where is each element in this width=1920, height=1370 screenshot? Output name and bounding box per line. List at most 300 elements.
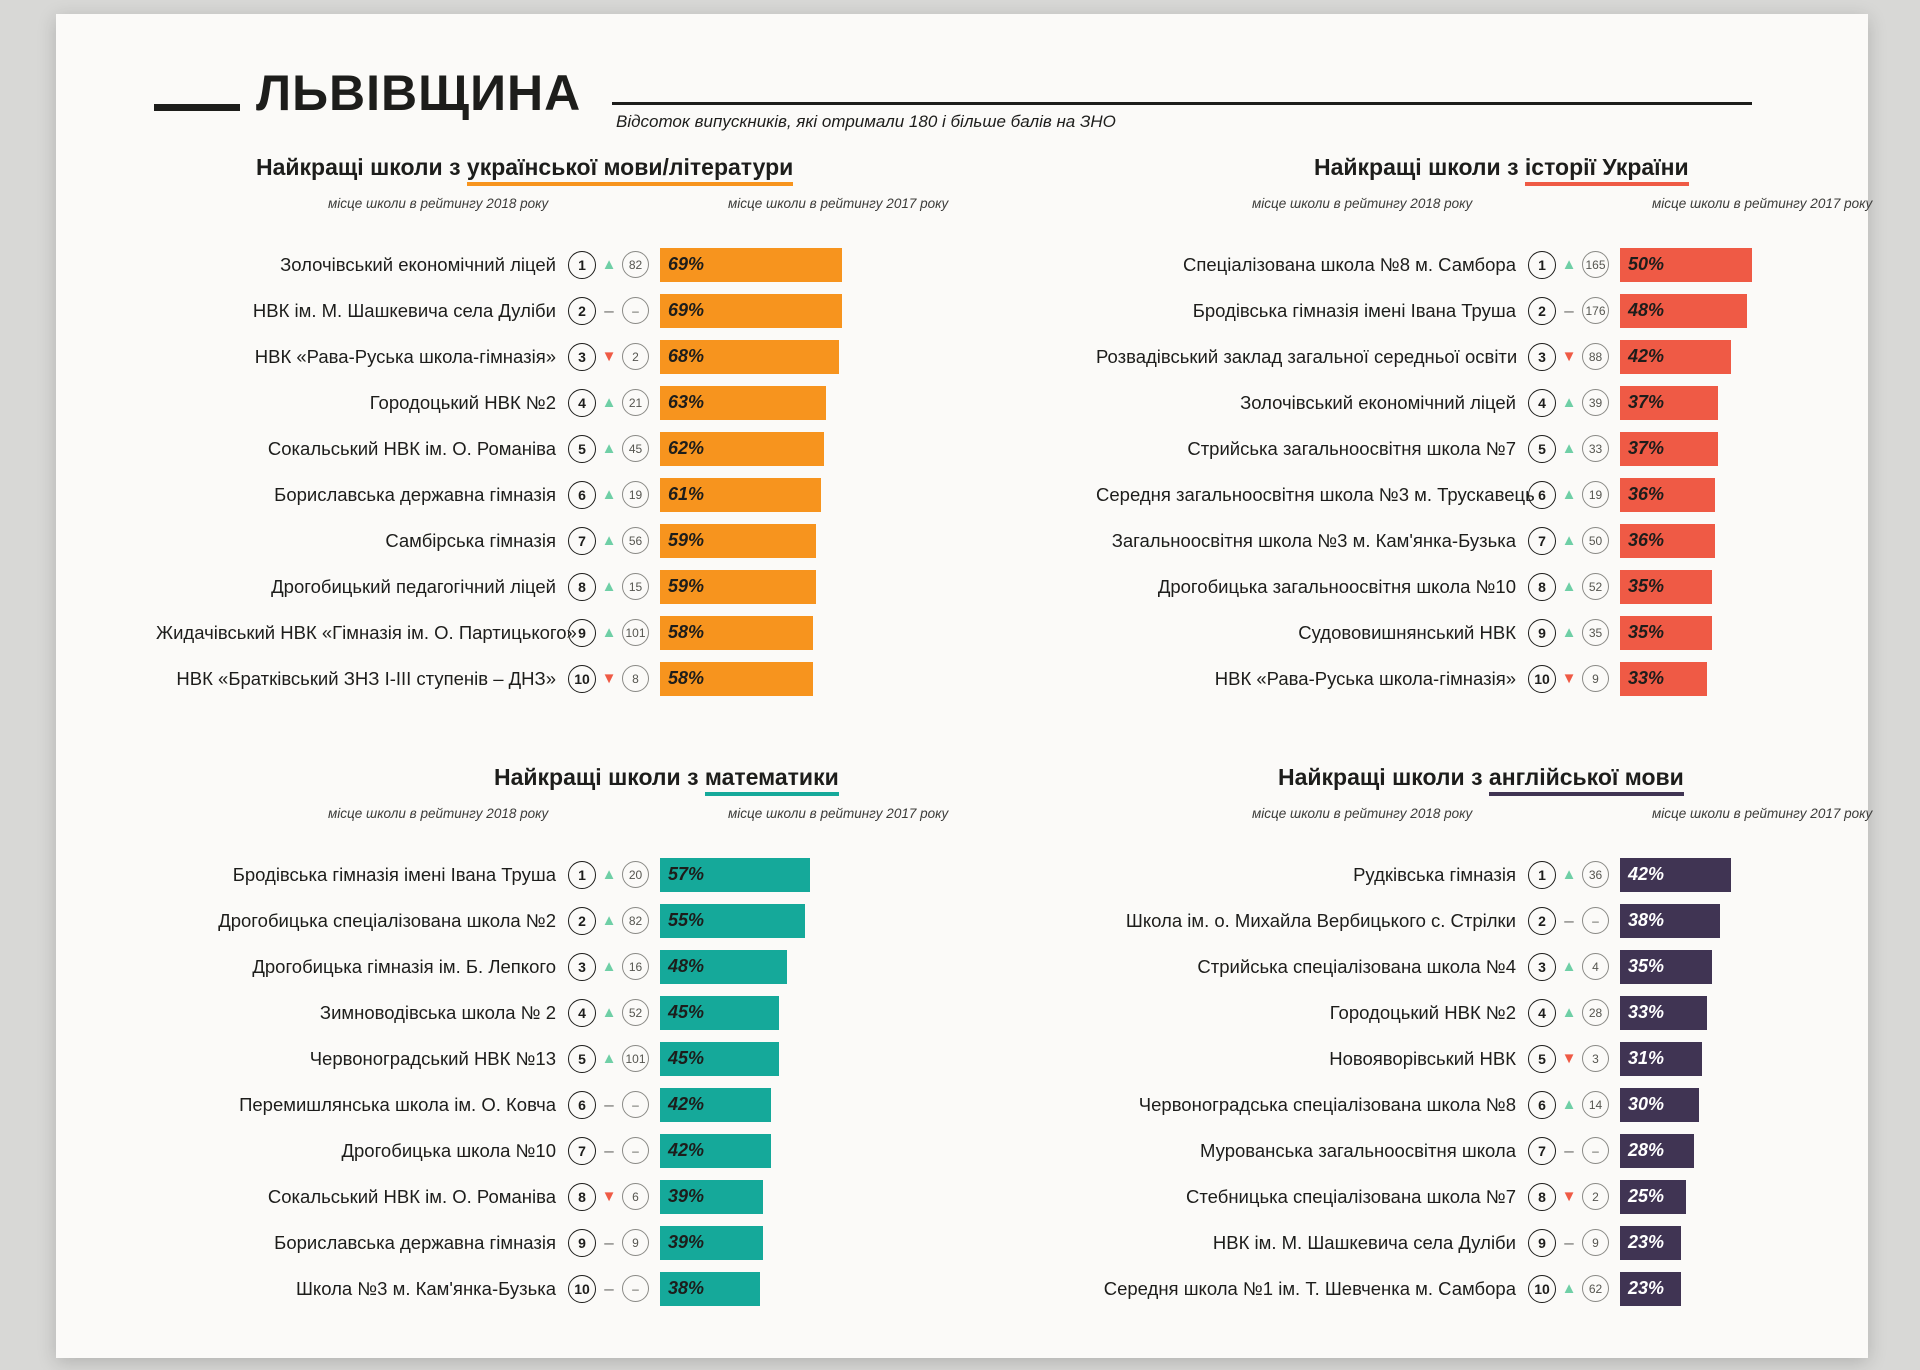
ranking-row <box>1096 614 1920 651</box>
rank-2018-badge: 6 <box>1528 481 1556 509</box>
bar-container <box>1620 1134 1694 1168</box>
trend-down-icon: ▼ <box>1561 348 1577 365</box>
rank-2017-badge: 35 <box>1582 619 1609 646</box>
ranking-row <box>156 1086 1236 1123</box>
rank-2018-badge: 10 <box>1528 1275 1556 1303</box>
bar: 63% <box>660 386 826 420</box>
rank-2018-badge: 7 <box>1528 1137 1556 1165</box>
rank-2018-badge: 3 <box>1528 953 1556 981</box>
school-name: НВК ім. М. Шашкевича села Дуліби <box>1212 1231 1516 1253</box>
rank-2017-badge: 14 <box>1582 1091 1609 1118</box>
bar-container <box>660 1272 760 1306</box>
rank-2018-badge: 2 <box>1528 297 1556 325</box>
ranking-row <box>1096 1086 1920 1123</box>
school-name: Дрогобицька загальноосвітня школа №10 <box>1157 575 1516 597</box>
rank-2017-badge: – <box>622 297 649 324</box>
bar: 33% <box>1620 996 1707 1030</box>
ranking-row <box>1096 292 1920 329</box>
ranking-row <box>156 338 1236 375</box>
rank-2017-badge: 50 <box>1582 527 1609 554</box>
panel-title <box>1314 154 1689 186</box>
bar: 38% <box>660 1272 760 1306</box>
rank-2017-badge: 9 <box>1582 1229 1609 1256</box>
school-name: Дрогобицька гімназія ім. Б. Лепкого <box>252 955 556 977</box>
rank-2018-badge: 8 <box>1528 573 1556 601</box>
rank-2017-badge: 3 <box>1582 1045 1609 1072</box>
ranking-row <box>156 1040 1236 1077</box>
rank-2017-badge: 2 <box>622 343 649 370</box>
header-rule <box>154 104 240 111</box>
rank-2018-badge: 1 <box>568 251 596 279</box>
trend-up-icon: ▲ <box>1561 256 1577 273</box>
rank-2017-badge: 52 <box>1582 573 1609 600</box>
trend-up-icon: ▲ <box>601 1004 617 1021</box>
ranking-row <box>156 948 1236 985</box>
bar-container <box>1620 248 1752 282</box>
school-name: Школа ім. о. Михайла Вербицького с. Стрілки <box>1125 909 1516 931</box>
trend-up-icon: ▲ <box>1561 624 1577 641</box>
trend-up-icon: ▲ <box>1561 866 1577 883</box>
rank-2018-badge: 10 <box>568 1275 596 1303</box>
school-name: Червоноградська спеціалізована школа №8 <box>1138 1093 1516 1115</box>
ranking-row <box>156 522 1236 559</box>
bar-container <box>1620 340 1731 374</box>
school-name: Загальноосвітня школа №3 м. Кам'янка-Бузька <box>1111 529 1516 551</box>
ranking-row <box>1096 1270 1920 1307</box>
school-name: Мурованська загальноосвітня школа <box>1200 1139 1516 1161</box>
note-rank-2017: місце школи в рейтингу 2017 року <box>1652 196 1873 211</box>
school-name: Дрогобицький педагогічний ліцей <box>271 575 556 597</box>
bar-container <box>660 858 810 892</box>
bar: 35% <box>1620 950 1712 984</box>
school-name: Червоноградський НВК №13 <box>309 1047 556 1069</box>
ranking-row <box>1096 246 1920 283</box>
bar: 62% <box>660 432 824 466</box>
panel-title <box>494 764 839 796</box>
school-name: Стебницька спеціалізована школа №7 <box>1186 1185 1516 1207</box>
school-name: Дрогобицька спеціалізована школа №2 <box>218 909 556 931</box>
ranking-list <box>1096 246 1920 706</box>
trend-up-icon: ▲ <box>1561 440 1577 457</box>
school-name: Бродівська гімназія імені Івана Труша <box>232 863 556 885</box>
bar: 23% <box>1620 1272 1681 1306</box>
bar-container <box>660 1226 763 1260</box>
rank-2017-badge: 19 <box>1582 481 1609 508</box>
rank-2018-badge: 1 <box>1528 861 1556 889</box>
bar: 68% <box>660 340 839 374</box>
rank-2017-badge: 165 <box>1582 251 1609 278</box>
bar: 58% <box>660 662 813 696</box>
rank-2018-badge: 3 <box>568 953 596 981</box>
rank-2017-badge: 9 <box>622 1229 649 1256</box>
bar: 59% <box>660 570 816 604</box>
bar: 36% <box>1620 524 1715 558</box>
trend-same-icon: – <box>1564 911 1574 930</box>
trend-down-icon: ▼ <box>1561 670 1577 687</box>
ranking-row <box>156 1224 1236 1261</box>
rank-2017-badge: 21 <box>622 389 649 416</box>
bar: 30% <box>1620 1088 1699 1122</box>
trend-same-icon: – <box>1564 301 1574 320</box>
bar: 69% <box>660 248 842 282</box>
bar-container <box>1620 1088 1699 1122</box>
trend-up-icon: ▲ <box>601 394 617 411</box>
school-name: Новояворівський НВК <box>1329 1047 1516 1069</box>
school-name: Судововишнянський НВК <box>1298 621 1516 643</box>
page-subtitle: Відсоток випускників, які отримали 180 і більше балів на ЗНО <box>616 112 1116 131</box>
header <box>56 40 1868 130</box>
rank-2018-badge: 8 <box>568 1183 596 1211</box>
trend-same-icon: – <box>604 1233 614 1252</box>
rank-2017-badge: 82 <box>622 251 649 278</box>
rank-2018-badge: 6 <box>1528 1091 1556 1119</box>
rank-2018-badge: 4 <box>1528 389 1556 417</box>
bar: 57% <box>660 858 810 892</box>
bar: 33% <box>1620 662 1707 696</box>
bar: 50% <box>1620 248 1752 282</box>
rank-2017-badge: 52 <box>622 999 649 1026</box>
trend-same-icon: – <box>604 301 614 320</box>
bar-container <box>660 1180 763 1214</box>
infographic-sheet <box>56 14 1873 1358</box>
rank-2018-badge: 5 <box>568 435 596 463</box>
trend-up-icon: ▲ <box>1561 1096 1577 1113</box>
bar-container <box>660 662 813 696</box>
panel-title-text: Найкращі школи з <box>1278 764 1489 790</box>
bar: 48% <box>660 950 787 984</box>
trend-up-icon: ▲ <box>601 1050 617 1067</box>
rank-2017-badge: 19 <box>622 481 649 508</box>
school-name: Перемишлянська школа ім. О. Ковча <box>239 1093 556 1115</box>
school-name: Самбірська гімназія <box>385 529 556 551</box>
trend-up-icon: ▲ <box>1561 394 1577 411</box>
bar-container <box>660 950 787 984</box>
rank-2018-badge: 5 <box>568 1045 596 1073</box>
bar: 42% <box>1620 858 1731 892</box>
school-name: Бродівська гімназія імені Івана Труша <box>1192 299 1516 321</box>
trend-up-icon: ▲ <box>1561 486 1577 503</box>
trend-up-icon: ▲ <box>601 256 617 273</box>
trend-up-icon: ▲ <box>601 440 617 457</box>
school-name: Стрийська спеціалізована школа №4 <box>1197 955 1516 977</box>
ranking-row <box>156 902 1236 939</box>
ranking-row <box>1096 1132 1920 1169</box>
bar-container <box>660 616 813 650</box>
bar-container <box>1620 616 1712 650</box>
school-name: Городоцький НВК №2 <box>1329 1001 1516 1023</box>
bar-container <box>660 432 824 466</box>
rank-2018-badge: 10 <box>1528 665 1556 693</box>
school-name: Жидачівський НВК «Гімназія ім. О. Партицького» <box>156 621 577 643</box>
school-name: Середня школа №1 ім. Т. Шевченка м. Самбора <box>1103 1277 1516 1299</box>
note-rank-2018: місце школи в рейтингу 2018 року <box>1252 196 1473 211</box>
panel-title-text: Найкращі школи з <box>256 154 467 180</box>
rank-2018-badge: 2 <box>568 907 596 935</box>
rank-2017-badge: 101 <box>622 619 649 646</box>
school-name: Сокальський НВК ім. О. Романіва <box>267 1185 556 1207</box>
school-name: Спеціалізована школа №8 м. Самбора <box>1182 253 1516 275</box>
rank-2017-badge: 33 <box>1582 435 1609 462</box>
bar-container <box>1620 950 1712 984</box>
bar-container <box>660 294 842 328</box>
bar-container <box>1620 1272 1681 1306</box>
ranking-row <box>1096 856 1920 893</box>
bar: 42% <box>660 1134 771 1168</box>
trend-same-icon: – <box>1564 1141 1574 1160</box>
rank-2018-badge: 9 <box>1528 1229 1556 1257</box>
ranking-row <box>156 568 1236 605</box>
rank-2018-badge: 2 <box>1528 907 1556 935</box>
rank-2017-badge: 82 <box>622 907 649 934</box>
trend-down-icon: ▼ <box>601 1188 617 1205</box>
ranking-row <box>156 1132 1236 1169</box>
rank-2018-badge: 3 <box>1528 343 1556 371</box>
bar: 55% <box>660 904 805 938</box>
bar: 45% <box>660 996 779 1030</box>
rank-2017-badge: 6 <box>622 1183 649 1210</box>
rank-2018-badge: 4 <box>568 389 596 417</box>
rank-2018-badge: 4 <box>568 999 596 1027</box>
panel-title-subject: української мови/літератури <box>467 154 793 186</box>
bar-container <box>660 570 816 604</box>
bar: 45% <box>660 1042 779 1076</box>
rank-2018-badge: 8 <box>568 573 596 601</box>
bar-container <box>1620 1042 1702 1076</box>
bar-container <box>1620 662 1707 696</box>
page-title: ЛЬВІВЩИНА <box>256 65 582 121</box>
ranking-row <box>1096 1040 1920 1077</box>
school-name: НВК «Рава-Руська школа-гімназія» <box>254 345 556 367</box>
rank-2018-badge: 2 <box>568 297 596 325</box>
bar: 39% <box>660 1180 763 1214</box>
rank-2018-badge: 4 <box>1528 999 1556 1027</box>
note-rank-2017: місце школи в рейтингу 2017 року <box>728 196 949 211</box>
trend-up-icon: ▲ <box>601 486 617 503</box>
bar-container <box>660 478 821 512</box>
bar: 37% <box>1620 386 1718 420</box>
school-name: Розвадівський заклад загальної середньої освіти <box>1096 345 1518 367</box>
bar-container <box>1620 294 1747 328</box>
rank-2017-badge: 16 <box>622 953 649 980</box>
ranking-row <box>156 1178 1236 1215</box>
rank-2018-badge: 3 <box>568 343 596 371</box>
note-rank-2018: місце школи в рейтингу 2018 року <box>328 806 549 821</box>
bar-container <box>660 524 816 558</box>
trend-up-icon: ▲ <box>601 532 617 549</box>
rank-2018-badge: 7 <box>568 1137 596 1165</box>
note-rank-2017: місце школи в рейтингу 2017 року <box>1652 806 1873 821</box>
bar-container <box>1620 524 1715 558</box>
bar-container <box>660 1088 771 1122</box>
ranking-row <box>1096 1178 1920 1215</box>
header-subtitle-rule <box>612 102 1752 105</box>
rank-2017-badge: 20 <box>622 861 649 888</box>
rank-2017-badge: – <box>622 1091 649 1118</box>
rank-2017-badge: 39 <box>1582 389 1609 416</box>
trend-down-icon: ▼ <box>601 348 617 365</box>
school-name: Золочівський економічний ліцей <box>1240 391 1516 413</box>
bar-container <box>660 996 779 1030</box>
bar: 35% <box>1620 616 1712 650</box>
rank-2017-badge: 45 <box>622 435 649 462</box>
bar: 69% <box>660 294 842 328</box>
bar: 48% <box>1620 294 1747 328</box>
rank-2017-badge: 36 <box>1582 861 1609 888</box>
rank-2017-badge: 88 <box>1582 343 1609 370</box>
school-name: Бориславська державна гімназія <box>274 1231 556 1253</box>
school-name: Стрийська загальноосвітня школа №7 <box>1187 437 1516 459</box>
rank-2017-badge: 56 <box>622 527 649 554</box>
trend-up-icon: ▲ <box>601 866 617 883</box>
trend-up-icon: ▲ <box>601 958 617 975</box>
panel-title-text: Найкращі школи з <box>494 764 705 790</box>
bar: 37% <box>1620 432 1718 466</box>
rank-2018-badge: 5 <box>1528 435 1556 463</box>
ranking-row <box>156 292 1236 329</box>
rank-2017-badge: 8 <box>622 665 649 692</box>
panel-title-subject: історії України <box>1525 154 1689 186</box>
bar: 25% <box>1620 1180 1686 1214</box>
note-rank-2018: місце школи в рейтингу 2018 року <box>1252 806 1473 821</box>
bar: 35% <box>1620 570 1712 604</box>
note-rank-2017: місце школи в рейтингу 2017 року <box>728 806 949 821</box>
ranking-row <box>1096 994 1920 1031</box>
bar-container <box>660 1042 779 1076</box>
bar: 61% <box>660 478 821 512</box>
rank-2018-badge: 8 <box>1528 1183 1556 1211</box>
rank-2018-badge: 9 <box>568 1229 596 1257</box>
rank-2017-badge: 15 <box>622 573 649 600</box>
trend-same-icon: – <box>1564 1233 1574 1252</box>
bar-container <box>660 904 805 938</box>
bar: 23% <box>1620 1226 1681 1260</box>
school-name: Дрогобицька школа №10 <box>341 1139 556 1161</box>
rank-2017-badge: 176 <box>1582 297 1609 324</box>
panel-title <box>256 154 793 186</box>
trend-up-icon: ▲ <box>1561 958 1577 975</box>
trend-up-icon: ▲ <box>1561 1004 1577 1021</box>
rank-2018-badge: 6 <box>568 1091 596 1119</box>
ranking-list <box>156 856 1236 1316</box>
school-name: Сокальський НВК ім. О. Романіва <box>267 437 556 459</box>
ranking-row <box>156 994 1236 1031</box>
ranking-row <box>156 246 1236 283</box>
ranking-row <box>156 660 1236 697</box>
ranking-row <box>1096 948 1920 985</box>
bar: 28% <box>1620 1134 1694 1168</box>
ranking-row <box>1096 384 1920 421</box>
school-name: НВК «Рава-Руська школа-гімназія» <box>1214 667 1516 689</box>
bar-container <box>1620 904 1720 938</box>
ranking-row <box>156 1270 1236 1307</box>
panel-title <box>1278 764 1684 796</box>
bar: 39% <box>660 1226 763 1260</box>
ranking-row <box>156 856 1236 893</box>
rank-2017-badge: 2 <box>1582 1183 1609 1210</box>
ranking-row <box>1096 568 1920 605</box>
trend-same-icon: – <box>604 1279 614 1298</box>
bar-container <box>1620 570 1712 604</box>
bar: 42% <box>1620 340 1731 374</box>
bar: 31% <box>1620 1042 1702 1076</box>
trend-up-icon: ▲ <box>601 912 617 929</box>
rank-2018-badge: 9 <box>1528 619 1556 647</box>
school-name: Городоцький НВК №2 <box>369 391 556 413</box>
ranking-row <box>1096 660 1920 697</box>
school-name: Середня загальноосвітня школа №3 м. Трускавець <box>1096 483 1535 505</box>
panel-title-subject: математики <box>705 764 839 796</box>
bar: 38% <box>1620 904 1720 938</box>
trend-up-icon: ▲ <box>601 578 617 595</box>
school-name: Рудківська гімназія <box>1353 863 1516 885</box>
rank-2017-badge: 62 <box>1582 1275 1609 1302</box>
bar-container <box>660 1134 771 1168</box>
bar: 58% <box>660 616 813 650</box>
school-name: Золочівський економічний ліцей <box>280 253 556 275</box>
rank-2017-badge: – <box>1582 1137 1609 1164</box>
rank-2018-badge: 5 <box>1528 1045 1556 1073</box>
bar: 36% <box>1620 478 1715 512</box>
rank-2018-badge: 10 <box>568 665 596 693</box>
school-name: Зимноводівська школа № 2 <box>319 1001 556 1023</box>
school-name: НВК «Братківський ЗНЗ I-III ступенів – ДНЗ» <box>176 667 556 689</box>
ranking-row <box>156 476 1236 513</box>
ranking-row <box>1096 1224 1920 1261</box>
rank-2017-badge: – <box>622 1275 649 1302</box>
ranking-row <box>1096 476 1920 513</box>
rank-2018-badge: 7 <box>1528 527 1556 555</box>
bar-container <box>1620 386 1718 420</box>
rank-2017-badge: 9 <box>1582 665 1609 692</box>
rank-2018-badge: 1 <box>568 861 596 889</box>
bar-container <box>1620 1180 1686 1214</box>
ranking-row <box>156 384 1236 421</box>
school-name: Бориславська державна гімназія <box>274 483 556 505</box>
bar-container <box>660 248 842 282</box>
trend-up-icon: ▲ <box>1561 1280 1577 1297</box>
ranking-row <box>156 430 1236 467</box>
bar-container <box>1620 858 1731 892</box>
trend-same-icon: – <box>604 1141 614 1160</box>
ranking-row <box>1096 338 1920 375</box>
rank-2017-badge: – <box>1582 907 1609 934</box>
rank-2017-badge: – <box>622 1137 649 1164</box>
trend-same-icon: – <box>604 1095 614 1114</box>
panel-title-text: Найкращі школи з <box>1314 154 1525 180</box>
rank-2017-badge: 4 <box>1582 953 1609 980</box>
bar-container <box>1620 478 1715 512</box>
bar-container <box>660 340 839 374</box>
trend-up-icon: ▲ <box>601 624 617 641</box>
school-name: Школа №3 м. Кам'янка-Бузька <box>295 1277 556 1299</box>
ranking-row <box>1096 902 1920 939</box>
trend-down-icon: ▼ <box>1561 1188 1577 1205</box>
trend-up-icon: ▲ <box>1561 532 1577 549</box>
ranking-row <box>156 614 1236 651</box>
rank-2017-badge: 101 <box>622 1045 649 1072</box>
rank-2018-badge: 9 <box>568 619 596 647</box>
bar-container <box>1620 1226 1681 1260</box>
bar-container <box>1620 432 1718 466</box>
bar-container <box>1620 996 1707 1030</box>
rank-2018-badge: 1 <box>1528 251 1556 279</box>
ranking-list <box>156 246 1236 706</box>
trend-down-icon: ▼ <box>601 670 617 687</box>
panel-title-subject: англійської мови <box>1489 764 1684 796</box>
trend-up-icon: ▲ <box>1561 578 1577 595</box>
bar: 59% <box>660 524 816 558</box>
rank-2017-badge: 28 <box>1582 999 1609 1026</box>
